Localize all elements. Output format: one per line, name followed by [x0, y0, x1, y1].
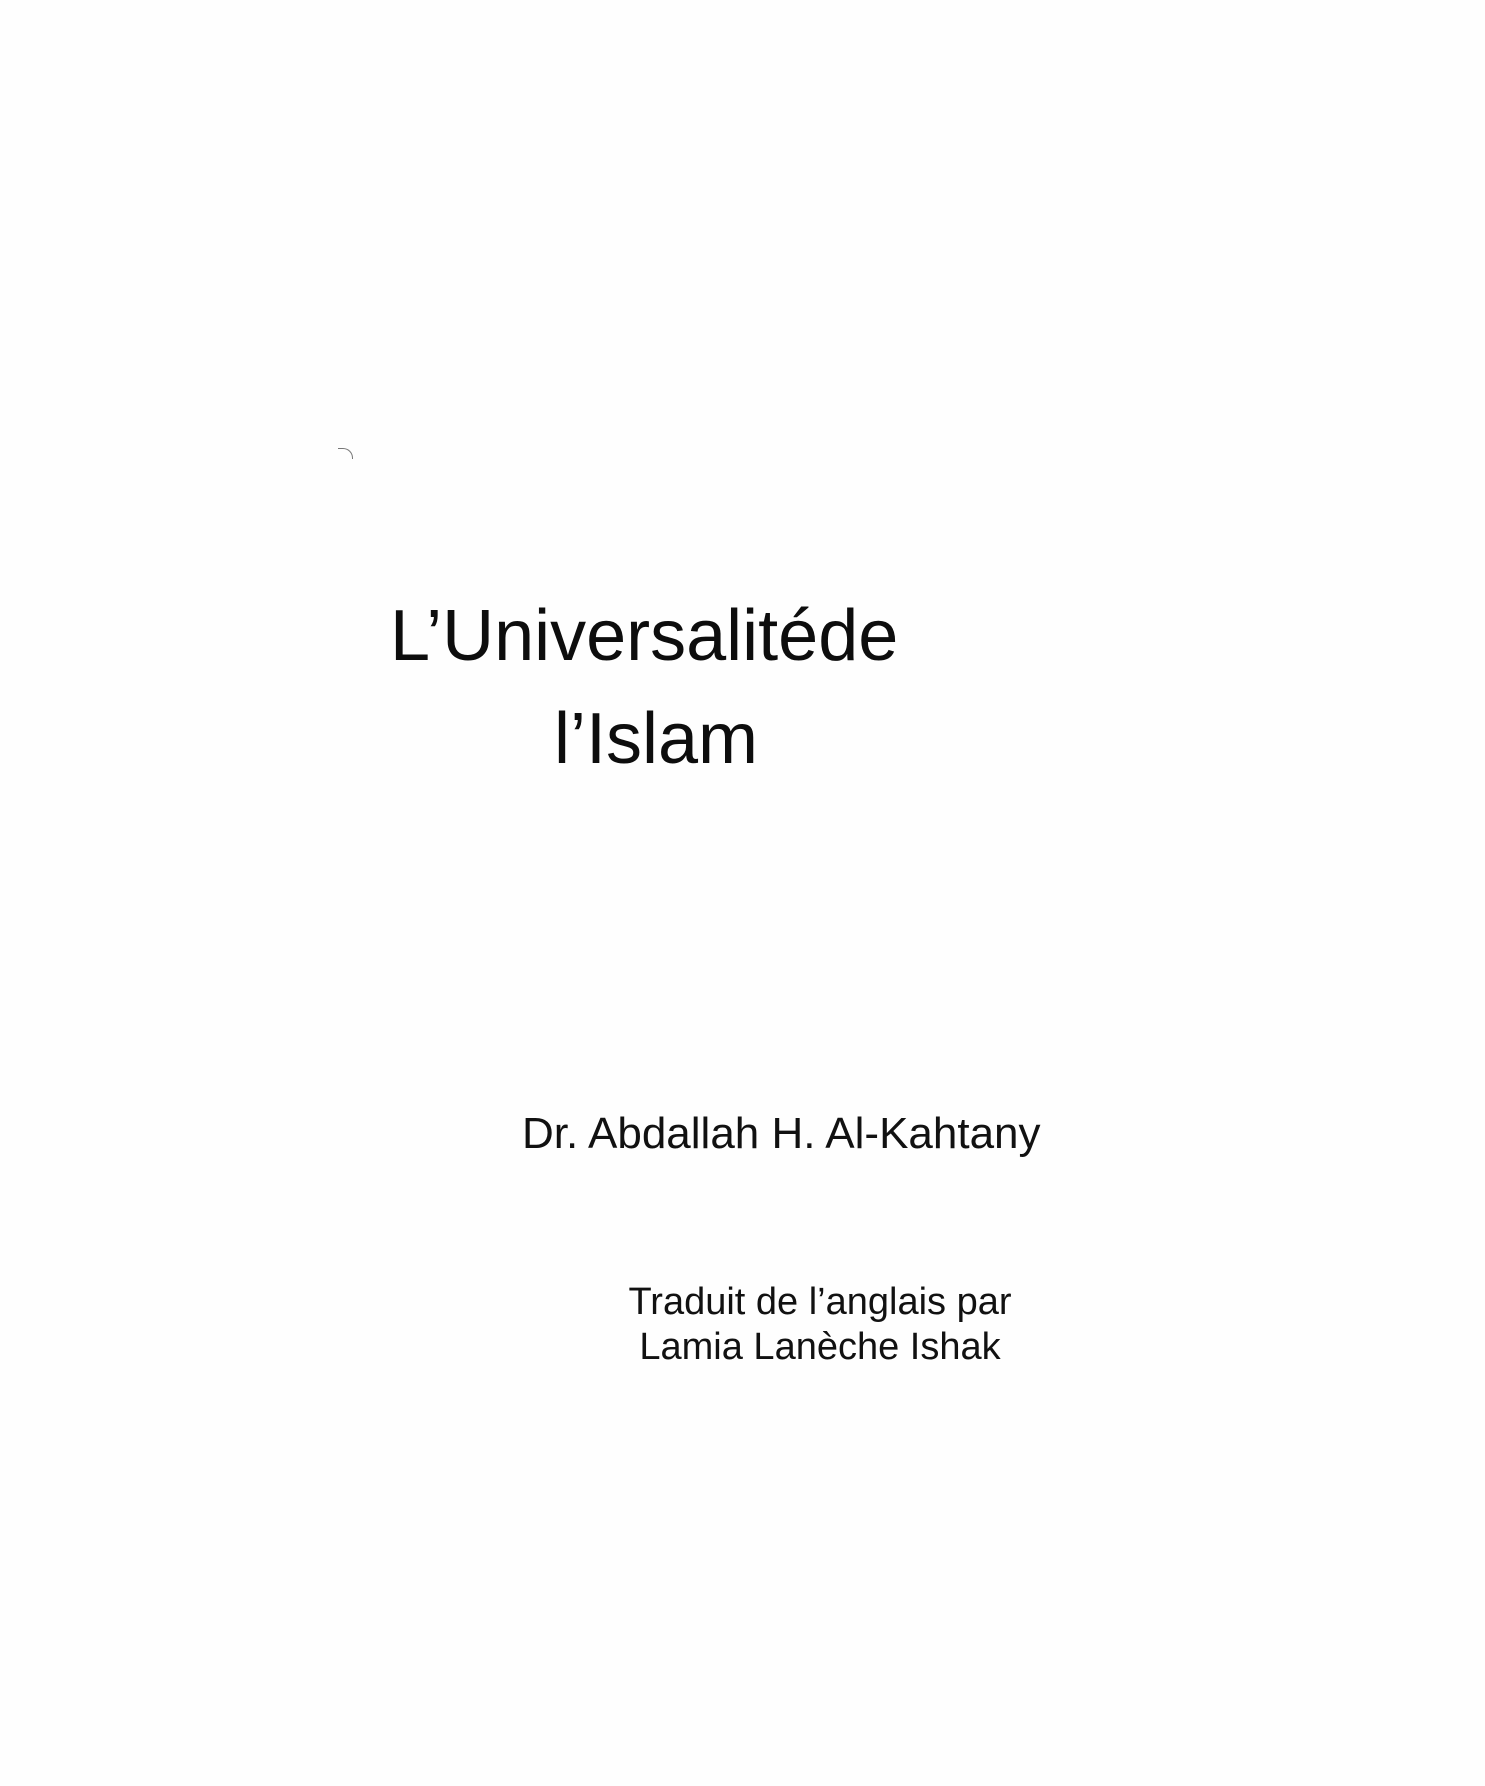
title-line-1: L’Universalitéde — [390, 596, 899, 676]
title-line-2: l’Islam — [554, 699, 759, 779]
translator-name: Lamia Lanèche Ishak — [639, 1325, 1001, 1368]
translator-block — [600, 1280, 1040, 1370]
author-name: Dr. Abdallah H. Al-Kahtany — [522, 1109, 1041, 1158]
translation-note: Traduit de l’anglais par — [628, 1281, 1012, 1323]
scan-artifact-mark — [338, 448, 353, 459]
